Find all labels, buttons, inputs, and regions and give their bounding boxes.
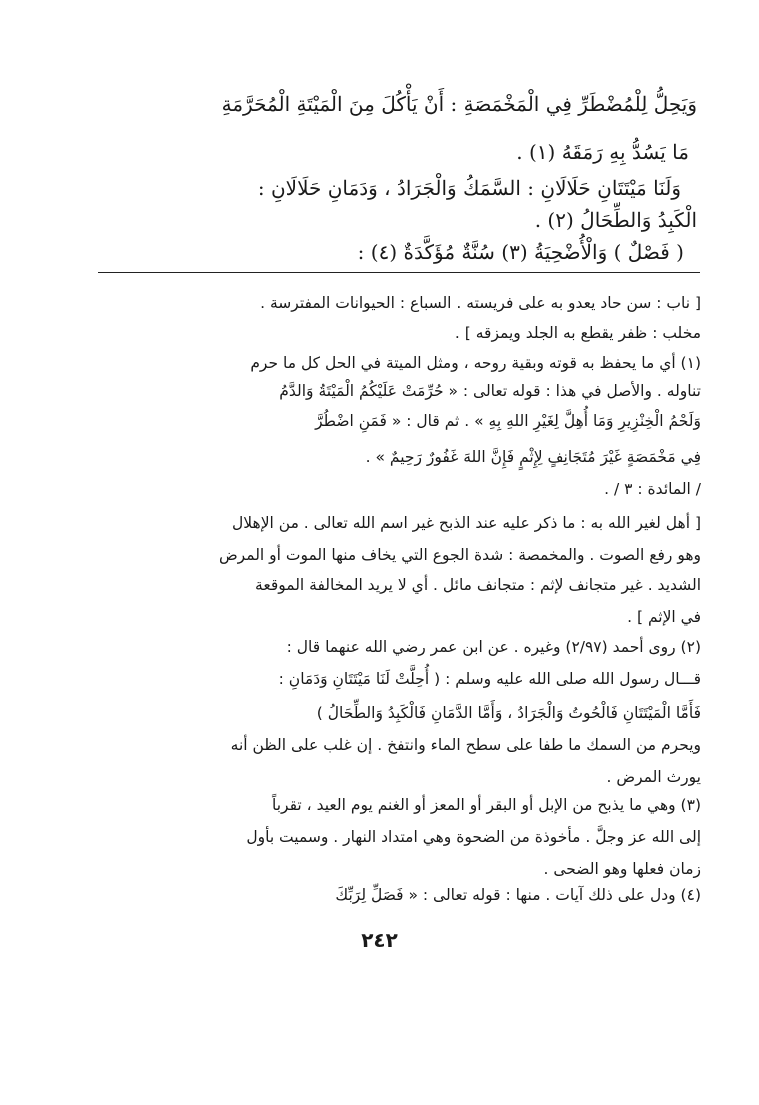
text-line-4: الْكَبِدُ وَالطِّحَالُ (٢) . xyxy=(534,208,697,232)
footnote-line: (٢) روى أحمد (٢/٩٧) وغيره . عن ابن عمر رضي الله عنهما قال : xyxy=(286,638,701,656)
footnote-line: (١) أي ما يحفظ به قوته وبقية روحه ، ومثل الميتة في الحل كل ما حرم xyxy=(250,354,701,372)
footnote-line: وَلَحْمُ الْخِنْزِيرِ وَمَا أُهِلَّ لِغَيْرِ اللهِ بِهِ » . ثم قال : « فَمَنِ اضْطُرَّ xyxy=(315,412,701,430)
footnote-line: وهو رفع الصوت . والمخمصة : شدة الجوع التي يخاف منها الموت أو المرض xyxy=(218,546,701,564)
footnote-line: يورث المرض . xyxy=(606,768,701,786)
text-line-3: وَلَنَا مَيْتَتَانِ حَلَالَانِ : السَّمَكُ وَالْجَرَادُ ، وَدَمَانِ حَلَالَانِ : xyxy=(257,176,681,200)
footnote-line: قـــال رسول الله صلى الله عليه وسلم : ( أُحِلَّتْ لَنَا مَيْتَتَانِ وَدَمَانِ : xyxy=(278,670,701,688)
footnote-line: فَأَمَّا الْمَيْتَتَانِ فَالْحُوتُ وَالْجَرَادُ ، وَأَمَّا الدَّمَانِ فَالْكَبِدُ وَالطِّحَالُ ) xyxy=(316,704,701,722)
footnote-line: (٤) ودل على ذلك آيات . منها : قوله تعالى : « فَصَلِّ لِرَبِّكَ xyxy=(335,886,701,904)
page-number: ٢٤٢ xyxy=(361,928,398,952)
text-line-2: مَا يَسُدُّ بِهِ رَمَقَهُ (١) . xyxy=(516,140,689,164)
footnote-line: إلى الله عز وجلَّ . مأخوذة من الضحوة وهي امتداد النهار . وسميت بأول xyxy=(246,828,701,846)
footnote-line: / المائدة : ٣ / . xyxy=(604,480,701,498)
footnote-divider xyxy=(98,272,700,273)
footnote-line: زمان فعلها وهو الضحى . xyxy=(543,860,701,878)
footnote-line: (٣) وهي ما يذبح من الإبل أو البقر أو المعز أو الغنم يوم العيد ، تقرباً xyxy=(272,796,701,814)
footnote-line: فِي مَخْمَصَةٍ غَيْرَ مُتَجَانِفٍ لِإِثْمٍ فَإِنَّ اللهَ غَفُورٌ رَحِيمٌ » . xyxy=(365,448,701,466)
text-line-1: وَيَحِلُّ لِلْمُضْطَرِّ فِي الْمَخْمَصَةِ : أَنْ يَأْكُلَ مِنَ الْمَيْتَةِ الْمُحَرَّمَةِ xyxy=(221,92,697,116)
footnote-line: مخلب : ظفر يقطع به الجلد ويمزقه ] . xyxy=(454,324,701,342)
footnote-line: [ أهل لغير الله به : ما ذكر عليه عند الذبح غير اسم الله تعالى . من الإهلال xyxy=(232,514,701,532)
footnote-line: ويحرم من السمك ما طفا على سطح الماء وانتفخ . إن غلب على الظن أنه xyxy=(230,736,701,754)
footnote-line: [ ناب : سن حاد يعدو به على فريسته . السباع : الحيوانات المفترسة . xyxy=(260,294,701,312)
footnote-line: الشديد . غير متجانف لإثم : متجانف مائل . أي لا يريد المخالفة الموقعة xyxy=(255,576,701,594)
footnote-line: في الإثم ] . xyxy=(627,608,701,626)
text-line-5: ( فَصْلٌ ) وَالْأُضْحِيَةُ (٣) سُنَّةٌ مُؤَكَّدَةٌ (٤) : xyxy=(357,240,684,264)
footnote-line: تناوله . والأصل في هذا : قوله تعالى : « حُرِّمَتْ عَلَيْكُمُ الْمَيْتَةُ وَالدَّمُ xyxy=(279,382,701,400)
